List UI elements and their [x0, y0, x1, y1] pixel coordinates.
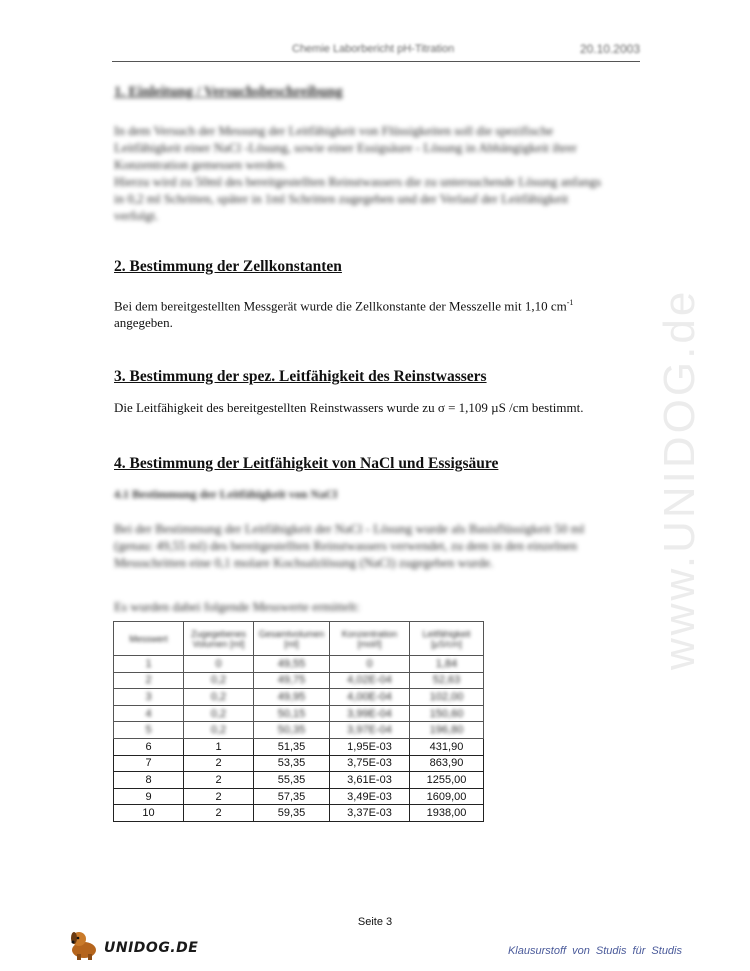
table-cell: 51,35 [254, 738, 330, 755]
table-cell: 8 [114, 772, 184, 789]
table-cell: 57,35 [254, 788, 330, 805]
table-cell: 0,2 [184, 705, 254, 722]
table-cell: 55,35 [254, 772, 330, 789]
table-row [114, 772, 484, 789]
table-cell: 1609,00 [410, 788, 484, 805]
table-row [114, 738, 484, 755]
table-row [114, 672, 484, 689]
table-cell: 50,35 [254, 722, 330, 739]
table-cell: 1 [184, 738, 254, 755]
column-header: Leitfähigkeit [µS/cm] [410, 622, 484, 656]
table-cell: 9 [114, 788, 184, 805]
footer-tagline: Klausurstoff von Studis für Studis [507, 945, 682, 957]
section-1-heading: 1. Einleitung / Versuchsbeschreibung [114, 84, 343, 100]
table-cell: 59,35 [254, 805, 330, 822]
table-cell: 53,35 [254, 755, 330, 772]
section-2-heading: 2. Bestimmung der Zellkonstanten [114, 258, 342, 275]
table-cell: 4 [114, 705, 184, 722]
header-title: Chemie Laborbericht pH-Titration [292, 43, 455, 55]
table-cell: 49,75 [254, 672, 330, 689]
table-cell: 1,84 [410, 656, 484, 673]
table-cell: 5 [114, 722, 184, 739]
table-row [114, 755, 484, 772]
table-cell: 431,90 [410, 738, 484, 755]
table-row [114, 788, 484, 805]
table-cell: 1 [114, 656, 184, 673]
table-row [114, 689, 484, 706]
section-2-paragraph [114, 294, 614, 331]
section-4-heading: 4. Bestimmung der Leitfähigkeit von NaCl und Essigsäure [114, 455, 499, 472]
table-cell: 1938,00 [410, 805, 484, 822]
table-header-row [114, 622, 484, 656]
table-cell: 1255,00 [410, 772, 484, 789]
column-header: Zugegebenes Volumen [ml] [184, 622, 254, 656]
table-cell: 4,00E-04 [330, 689, 410, 706]
table-cell: 0,2 [184, 689, 254, 706]
table-row [114, 722, 484, 739]
table-cell: 6 [114, 738, 184, 755]
table-cell: 1,95E-03 [330, 738, 410, 755]
table-row [114, 805, 484, 822]
table-cell: 4,02E-04 [330, 672, 410, 689]
table-cell: 3,97E-04 [330, 722, 410, 739]
table-cell: 102,00 [410, 689, 484, 706]
table-cell: 3 [114, 689, 184, 706]
table-cell: 3,99E-04 [330, 705, 410, 722]
measurement-table [113, 621, 484, 822]
table-cell: 3,61E-03 [330, 772, 410, 789]
watermark: www.UNIDOG.de [655, 288, 704, 670]
table-cell: 10 [114, 805, 184, 822]
table-cell: 0 [184, 656, 254, 673]
unidog-logo [66, 926, 199, 962]
column-header: Messwert [114, 622, 184, 656]
table-cell: 2 [184, 805, 254, 822]
column-header: Gesamtvolumen [ml] [254, 622, 330, 656]
table-cell: 50,15 [254, 705, 330, 722]
section-4-1-heading: 4.1 Bestimmung der Leitfähigkeit von NaCl [114, 487, 338, 501]
table-cell: 2 [184, 788, 254, 805]
table-cell: 2 [114, 672, 184, 689]
table-cell: 863,90 [410, 755, 484, 772]
header-date: 20.10.2003 [579, 42, 640, 56]
table-cell: 49,55 [254, 656, 330, 673]
page-header [112, 40, 640, 62]
logo-text: UNIDOG.DE [104, 940, 199, 956]
page-number: Seite 3 [357, 916, 393, 928]
table-row [114, 705, 484, 722]
section-1-paragraph-2: Hierzu wird zu 50ml des bereitgestellten Reinstwassers die zu untersuchende Lösung anfangs in 0,2 ml Schritten, später in 1ml Schritten zugegeben und der Verlauf der Leitfähigkeit verfolgt. [114, 174, 601, 223]
column-header: Konzentration [mol/l] [330, 622, 410, 656]
table-cell: 2 [184, 772, 254, 789]
cell-constant-text-end: angegeben. [114, 315, 173, 331]
cell-constant-text: Bei dem bereitgestellten Messgerät wurde die Zellkonstante der Messzelle mit 1,10 cm [114, 298, 567, 314]
table-cell: 0,2 [184, 722, 254, 739]
table-cell: 150,60 [410, 705, 484, 722]
table-body [114, 656, 484, 822]
table-cell: 7 [114, 755, 184, 772]
table-cell: 2 [184, 755, 254, 772]
table-cell: 52,63 [410, 672, 484, 689]
table-cell: 3,37E-03 [330, 805, 410, 822]
table-cell: 0,2 [184, 672, 254, 689]
table-cell: 196,80 [410, 722, 484, 739]
table-header [114, 622, 484, 656]
table-cell: 0 [330, 656, 410, 673]
table-cell: 49,95 [254, 689, 330, 706]
dog-icon [66, 926, 102, 962]
section-3-paragraph: Die Leitfähigkeit des bereitgestellten Reinstwassers wurde zu σ = 1,109 µS /cm bestimmt. [114, 400, 584, 415]
table-row [114, 656, 484, 673]
cell-constant-exponent: -1 [566, 298, 574, 307]
measurement-table-container [113, 621, 483, 822]
section-4-1-paragraph: Bei der Bestimmung der Leitfähigkeit der NaCl - Lösung wurde als Basisflüssigkeit 50 ml (genau: 49,55 ml) des bereitgestellten Reinstwassers verwendet, zu dem in den einzelnen Messschritten eine 0,1 molare Kochsalzlösung (NaCl) zugegeben wurde. [114, 521, 585, 570]
measurement-intro: Es wurden dabei folgende Messwerte ermittelt: [114, 599, 360, 614]
table-cell: 3,75E-03 [330, 755, 410, 772]
table-cell: 3,49E-03 [330, 788, 410, 805]
section-3-heading: 3. Bestimmung der spez. Leitfähigkeit des Reinstwassers [114, 368, 487, 385]
section-1-paragraph-1: In dem Versuch der Messung der Leitfähigkeit von Flüssigkeiten soll die spezifische Leitfähigkeit einer NaCl -Lösung, sowie einer Essigsäure - Lösung in Abhängigkeit ihrer Konzentration gemessen werden. [114, 123, 577, 172]
